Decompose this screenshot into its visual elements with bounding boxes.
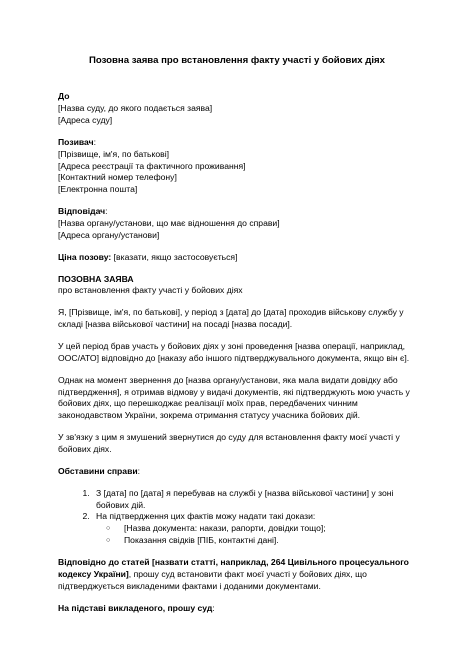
claim-subheading: про встановлення факту участі у бойових діях xyxy=(58,285,243,296)
circumstances-list xyxy=(58,488,416,547)
evidence-item: ○ Показання свідків [ПІБ, контактні дані]. xyxy=(120,535,416,547)
evidence-item: ○ [Назва документа: накази, рапорти, довідки тощо]; xyxy=(120,523,416,535)
recipient-label: До xyxy=(58,91,70,102)
request-label: На підставі викладеного, прошу суд xyxy=(58,602,213,613)
claim-price-label: Ціна позову xyxy=(58,251,109,262)
circumstances-label: Обставини справи xyxy=(58,465,138,476)
court-name: [Назва суду, до якого подається заява] xyxy=(58,103,213,114)
defendant-label: Відповідач xyxy=(58,206,106,217)
claim-price-value: [вказати, якщо застосовується] xyxy=(113,251,238,262)
court-address: [Адреса суду] xyxy=(58,114,113,125)
claim-price-block: Ціна позову: [вказати, якщо застосовується] xyxy=(58,251,238,262)
plaintiff-address: [Адреса реєстрації та фактичного проживання] xyxy=(58,160,246,171)
list-item: 2. На підтвердження цих фактів можу надати такі докази: ○ [Назва документа: накази, рапорти, довідки тощо]; ○ Показання свідків [ПІБ, контактні дані]. xyxy=(92,511,416,547)
paragraph-refusal: Однак на момент звернення до [назва органу/установи, яка мала видати довідку або підтвердження], я отримав відмову у видачі документів, які підтверджують мою участь у бойових діях, що перешкоджає реалізації моїх прав, передбачених чинним законодавством України, зокрема отримання статусу учасника бойових дій. xyxy=(58,374,410,421)
recipient-block xyxy=(58,91,416,127)
request-heading: На підставі викладеного, прошу суд: xyxy=(58,602,215,613)
legal-basis-paragraph xyxy=(58,557,416,593)
evidence-list xyxy=(96,523,416,547)
defendant-block: Відповідач: [Назва органу/установи, що має відношення до справи] [Адреса органу/установи] xyxy=(58,206,416,242)
plaintiff-phone: [Контактний номер телефону] xyxy=(58,172,177,183)
defendant-name: [Назва органу/установи, що має відношення до справи] xyxy=(58,217,280,228)
claim-heading-block xyxy=(58,274,416,298)
paragraph-appeal: У зв'язку з цим я змушений звернутися до суду для встановлення факту моєї участі у бойових діях. xyxy=(58,432,400,454)
defendant-address: [Адреса органу/установи] xyxy=(58,229,160,240)
list-item: 1. З [дата] по [дата] я перебував на службі у [назва військової частини] у зоні бойових дій. xyxy=(92,488,416,512)
paragraph-combat: У цей період брав участь у бойових діях у зоні проведення [назва операції, наприклад, ООС/АТО] відповідно до [наказу або іншого підтверджувального документа, якщо він є]. xyxy=(58,340,410,363)
claim-heading: ПОЗОВНА ЗАЯВА xyxy=(58,273,134,284)
document-title: Позовна заява про встановлення факту участі у бойових діях xyxy=(89,55,385,66)
circumstances-heading: Обставини справи: xyxy=(58,465,141,476)
plaintiff-label: Позивач xyxy=(58,136,94,147)
paragraph-service: Я, [Прізвище, ім'я, по батькові], у період з [дата] до [дата] проходив військову службу у складі [назва військової частини] на посаді [назва посади]. xyxy=(58,307,404,330)
plaintiff-email: [Електронна пошта] xyxy=(58,184,138,195)
plaintiff-block: Позивач: [Прізвище, ім'я, по батькові] [Адреса реєстрації та фактичного проживання] [Контактний номер телефону] [Електронна пошта] xyxy=(58,137,416,196)
plaintiff-name: [Прізвище, ім'я, по батькові] xyxy=(58,148,170,159)
legal-basis-articles: Відповідно до статей [назвати статті, наприклад, 264 Цивільного процесуального кодексу України] xyxy=(58,557,409,579)
legal-basis-text: , прошу суд встановити факт моєї участі у бойових діях, що підтверджується викладеними фактами і доданими документами. xyxy=(58,568,367,591)
